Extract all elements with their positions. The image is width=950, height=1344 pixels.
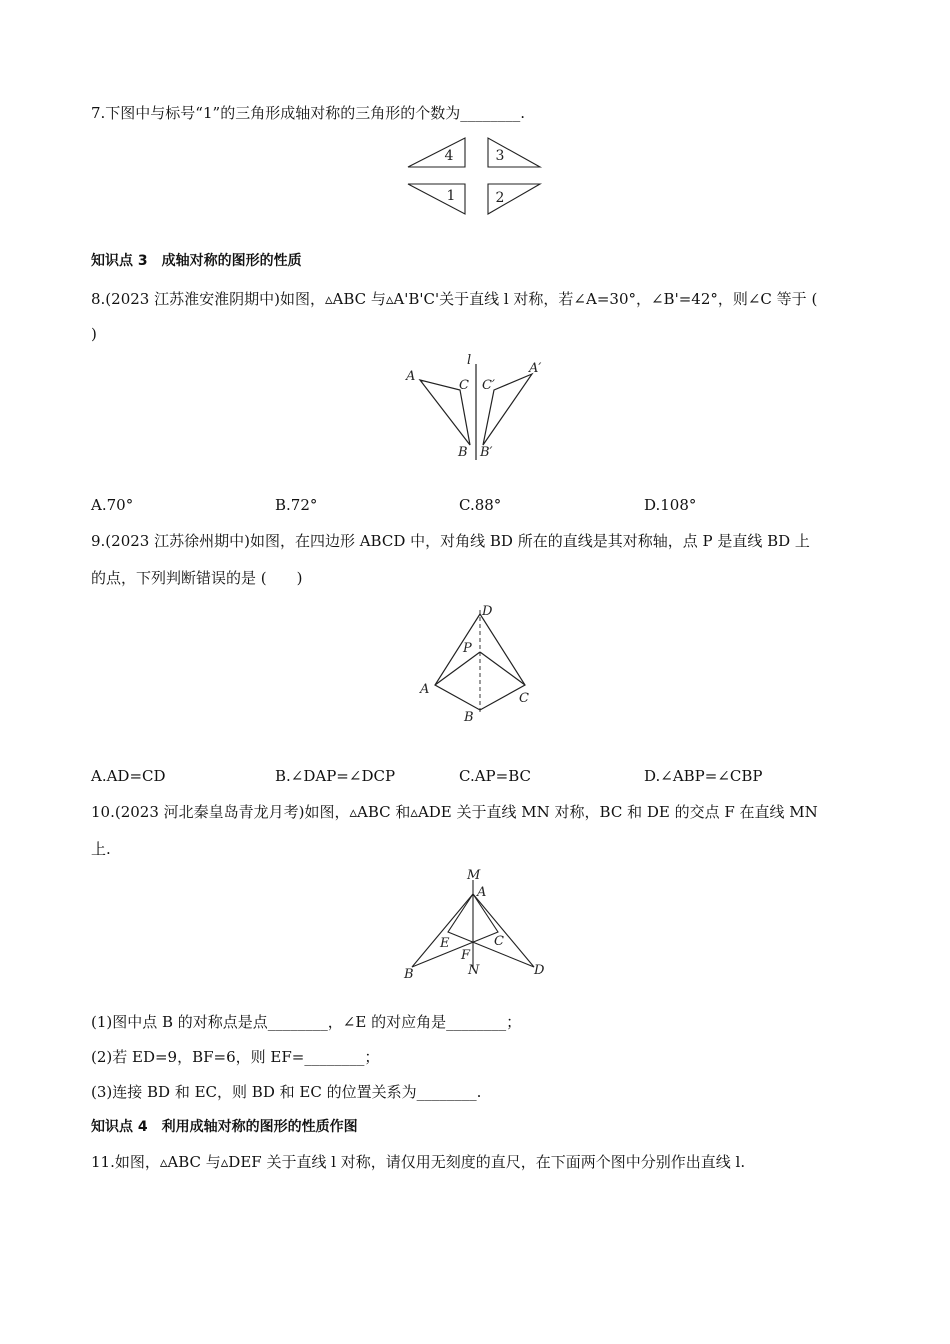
label-a: A <box>406 369 416 384</box>
label-f: F <box>461 948 471 963</box>
q7-text: 7.下图中与标号“1”的三角形成轴对称的三角形的个数为________. <box>91 104 525 122</box>
label-a: A <box>420 682 430 697</box>
triangle-1-label: 1 <box>446 188 456 204</box>
label-e: E <box>440 936 450 951</box>
label-c2: C′ <box>482 378 495 393</box>
q10-sub2: (2)若 ED=9，BF=6，则 EF=________； <box>91 1048 380 1066</box>
q8-option-c: C.88° <box>459 496 502 514</box>
q9-option-b: B.∠DAP=∠DCP <box>275 767 396 785</box>
q9-option-a: A.AD=CD <box>91 767 166 785</box>
q9-line1: 9.(2023 江苏徐州期中)如图，在四边形 ABCD 中，对角线 BD 所在的直线是其对称轴，点 P 是直线 BD 上 <box>91 532 810 550</box>
label-c: C <box>494 934 504 949</box>
label-d: D <box>482 604 493 619</box>
triangle-4-label: 4 <box>444 148 454 164</box>
q10-sub3: (3)连接 BD 和 EC，则 BD 和 EC 的位置关系为________. <box>91 1083 482 1101</box>
q10-sub1: (1)图中点 B 的对称点是点________，∠E 的对应角是________； <box>91 1013 522 1031</box>
q8-line2: ) <box>91 325 97 343</box>
label-a: A <box>477 885 487 900</box>
triangle-1 <box>408 184 465 214</box>
label-a2: A′ <box>529 361 542 376</box>
q10-figure <box>398 864 558 989</box>
label-b: B <box>464 710 474 725</box>
kp4-heading: 知识点 4 利用成轴对称的图形的性质作图 <box>91 1119 358 1135</box>
q9-option-c: C.AP=BC <box>459 767 531 785</box>
q11-text: 11.如图，▵ABC 与▵DEF 关于直线 l 对称，请仅用无刻度的直尺，在下面两个图中分别作出直线 l. <box>91 1153 746 1171</box>
triangle-3-label: 3 <box>495 148 505 164</box>
q10-line1: 10.(2023 河北秦皇岛青龙月考)如图，▵ABC 和▵ADE 关于直线 MN 对称，BC 和 DE 的交点 F 在直线 MN <box>91 803 818 821</box>
q8-figure <box>400 350 560 465</box>
label-c: C <box>459 378 469 393</box>
label-l: l <box>467 353 472 368</box>
label-n: N <box>468 963 480 978</box>
q8-option-d: D.108° <box>644 496 697 514</box>
label-b: B <box>458 445 468 460</box>
triangle-abc <box>412 894 498 967</box>
q9-line2: 的点，下列判断错误的是 ( ) <box>91 569 303 587</box>
label-b2: B′ <box>480 445 493 460</box>
q10-line2: 上. <box>91 840 111 858</box>
segment-ap <box>435 652 480 685</box>
kp3-heading: 知识点 3 成轴对称的图形的性质 <box>91 253 302 269</box>
q8-option-a: A.70° <box>91 496 134 514</box>
segment-pc <box>480 652 525 685</box>
q8-line1: 8.(2023 江苏淮安淮阴期中)如图，▵ABC 与▵A'B'C'关于直线 l 对称，若∠A=30°，∠B'=42°，则∠C 等于 ( <box>91 290 818 308</box>
q9-figure <box>410 600 550 730</box>
triangle-4 <box>408 138 465 167</box>
label-p: P <box>463 641 472 656</box>
label-c: C <box>519 691 529 706</box>
label-b: B <box>404 967 414 982</box>
label-m: M <box>467 868 481 883</box>
q8-option-b: B.72° <box>275 496 318 514</box>
triangle-2-label: 2 <box>495 190 505 206</box>
label-d: D <box>534 963 545 978</box>
q9-option-d: D.∠ABP=∠CBP <box>644 767 763 785</box>
q7-figure <box>405 132 545 222</box>
